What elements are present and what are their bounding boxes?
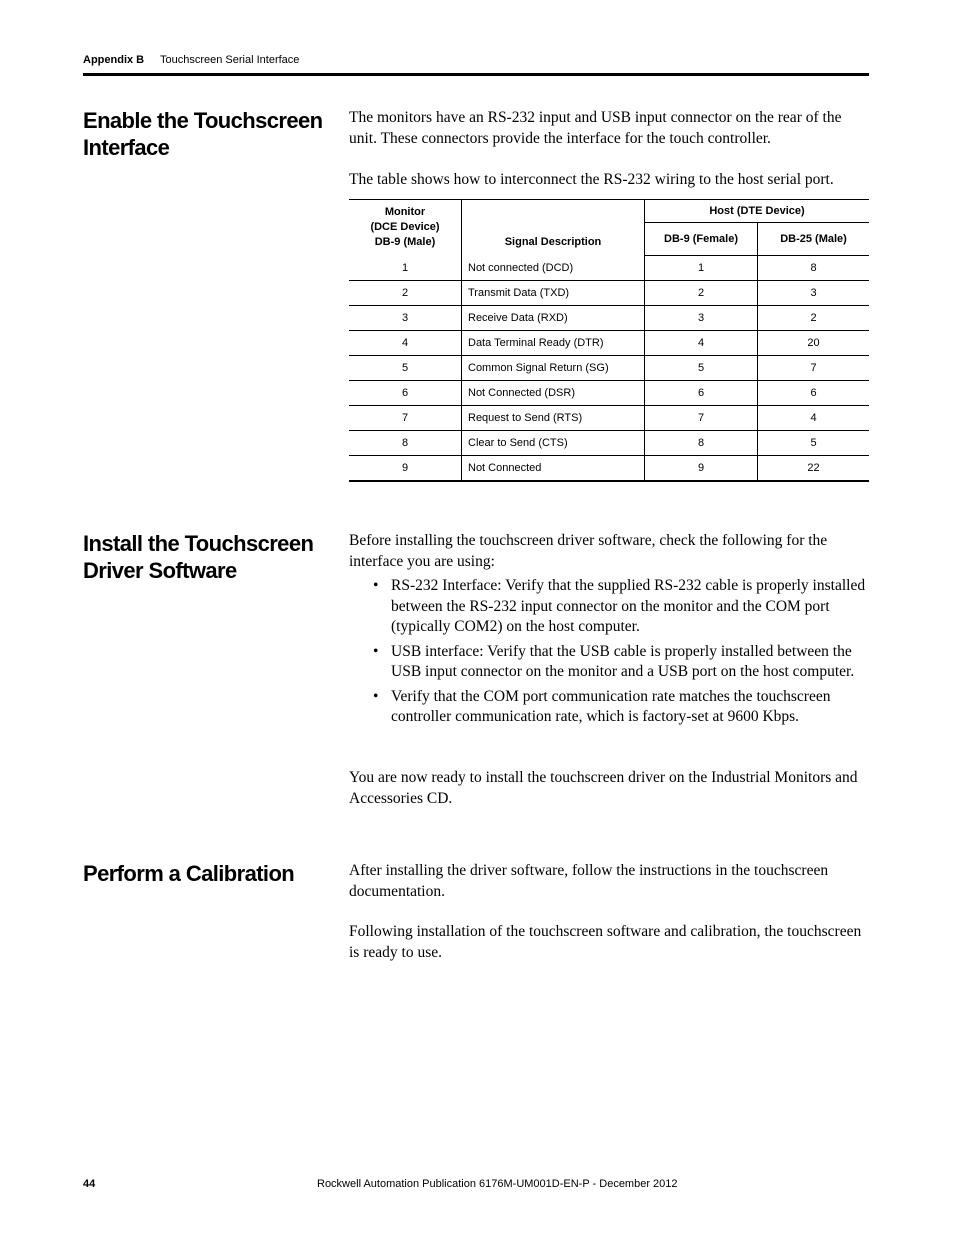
cell-monitor-pin: 3	[349, 306, 462, 331]
list-item	[349, 576, 869, 638]
cell-db25-pin: 5	[758, 431, 870, 456]
header-monitor-line3: DB-9 (Male)	[374, 236, 436, 249]
table-row	[349, 431, 869, 456]
bullet-icon: •	[373, 687, 379, 705]
cell-db9-pin: 3	[645, 306, 758, 331]
cell-db25-pin: 8	[758, 256, 870, 281]
section-label: Touchscreen Serial Interface	[160, 54, 300, 66]
appendix-label: Appendix B	[83, 54, 145, 66]
heading-enable-touchscreen: Enable the Touchscreen Interface	[83, 108, 323, 160]
table-row	[349, 306, 869, 331]
table-row	[349, 281, 869, 306]
cell-db25-pin: 22	[758, 456, 870, 482]
heading-perform-calibration: Perform a Calibration	[83, 861, 295, 886]
list-item-text: USB interface: Verify that the USB cable is properly installed between the USB input connector on the monitor and a USB port on the host computer.	[391, 642, 855, 680]
cell-db25-pin: 6	[758, 381, 870, 406]
cell-db9-pin: 5	[645, 356, 758, 381]
table-body	[349, 256, 869, 482]
cell-monitor-pin: 4	[349, 331, 462, 356]
list-item-text: Verify that the COM port communication rate matches the touchscreen controller communication rate, which is factory-set at 9600 Kbps.	[391, 687, 831, 725]
install-outro: You are now ready to install the touchscreen driver on the Industrial Monitors and Accessories CD.	[349, 769, 858, 807]
install-intro: Before installing the touchscreen driver software, check the following for the interface you are using:	[349, 532, 828, 570]
cell-monitor-pin: 7	[349, 406, 462, 431]
cell-monitor-pin: 9	[349, 456, 462, 482]
list-item-text: RS-232 Interface: Verify that the supplied RS-232 cable is properly installed between the RS-232 input connector on the monitor and the COM port (typically COM2) on the host computer.	[391, 577, 866, 635]
cell-db25-pin: 3	[758, 281, 870, 306]
header-db9-female: DB-9 (Female)	[645, 223, 758, 256]
cell-signal: Data Terminal Ready (DTR)	[462, 331, 645, 356]
cell-db9-pin: 2	[645, 281, 758, 306]
cell-db25-pin: 7	[758, 356, 870, 381]
cell-db25-pin: 2	[758, 306, 870, 331]
table-row	[349, 406, 869, 431]
cell-monitor-pin: 8	[349, 431, 462, 456]
list-item	[349, 687, 869, 728]
table-header-row	[349, 200, 869, 223]
cell-signal: Common Signal Return (SG)	[462, 356, 645, 381]
rs232-wiring-table	[349, 199, 869, 482]
header-host: Host (DTE Device)	[645, 200, 870, 223]
cell-db9-pin: 8	[645, 431, 758, 456]
bullet-icon: •	[373, 642, 379, 660]
cell-monitor-pin: 1	[349, 256, 462, 281]
cell-signal: Not connected (DCD)	[462, 256, 645, 281]
table-row	[349, 256, 869, 281]
table-row	[349, 356, 869, 381]
header-monitor	[349, 200, 462, 256]
header-signal-description: Signal Description	[462, 200, 645, 256]
header-monitor-line2: (DCE Device)	[370, 221, 440, 234]
page-number: 44	[83, 1178, 96, 1190]
header-db25-male: DB-25 (Male)	[758, 223, 870, 256]
cell-signal: Not Connected (DSR)	[462, 381, 645, 406]
cell-db9-pin: 9	[645, 456, 758, 482]
cell-db9-pin: 7	[645, 406, 758, 431]
cell-signal: Clear to Send (CTS)	[462, 431, 645, 456]
cell-signal: Not Connected	[462, 456, 645, 482]
heading-install-driver: Install the Touchscreen Driver Software	[83, 531, 314, 583]
table-row	[349, 331, 869, 356]
publication-info: Rockwell Automation Publication 6176M-UM001D-EN-P - December 2012	[317, 1178, 678, 1190]
enable-paragraph-1: The monitors have an RS-232 input and USB input connector on the rear of the unit. These connectors provide the interface for the touch controller.	[349, 109, 842, 147]
cell-monitor-pin: 6	[349, 381, 462, 406]
cell-signal: Receive Data (RXD)	[462, 306, 645, 331]
list-item	[349, 642, 869, 683]
calibrate-paragraph-1: After installing the driver software, follow the instructions in the touchscreen documentation.	[349, 862, 829, 900]
table-row	[349, 456, 869, 482]
cell-db9-pin: 6	[645, 381, 758, 406]
install-checklist	[349, 576, 869, 732]
cell-signal: Transmit Data (TXD)	[462, 281, 645, 306]
header-rule	[83, 73, 869, 76]
header-monitor-line1: Monitor	[384, 206, 426, 219]
bullet-icon: •	[373, 577, 379, 594]
cell-db25-pin: 20	[758, 331, 870, 356]
enable-paragraph-2: The table shows how to interconnect the RS-232 wiring to the host serial port.	[349, 171, 834, 188]
cell-signal: Request to Send (RTS)	[462, 406, 645, 431]
cell-db9-pin: 4	[645, 331, 758, 356]
table-row	[349, 381, 869, 406]
cell-db25-pin: 4	[758, 406, 870, 431]
cell-db9-pin: 1	[645, 256, 758, 281]
cell-monitor-pin: 2	[349, 281, 462, 306]
calibrate-paragraph-2: Following installation of the touchscreen software and calibration, the touchscreen is ready to use.	[349, 923, 862, 961]
cell-monitor-pin: 5	[349, 356, 462, 381]
